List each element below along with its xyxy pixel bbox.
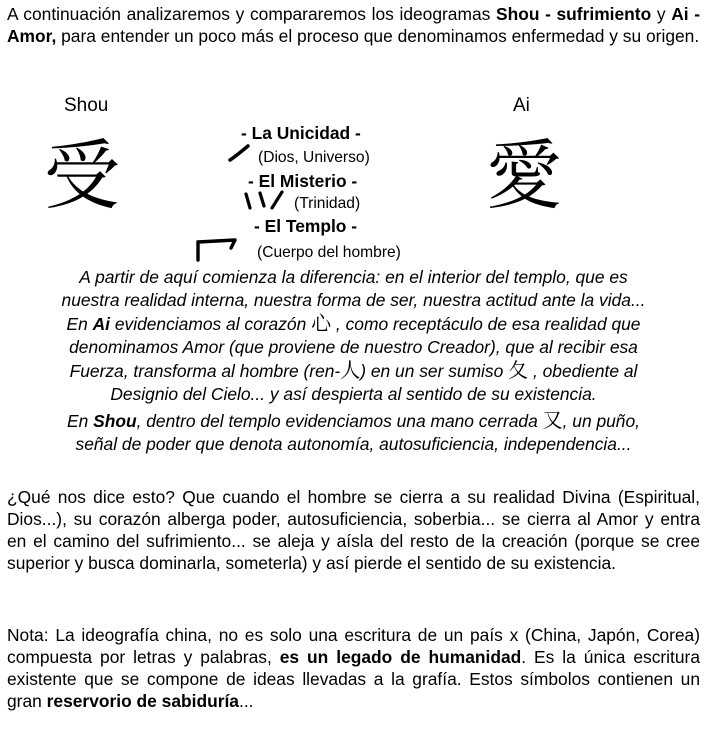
sumiso-radical-icon: 夂 [508,358,529,382]
shou-label: Shou [64,95,109,116]
reflection-paragraph: ¿Qué nos dice esto? Que cuando el hombre se cierra a su realidad Divina (Espiritual, Dios...), su corazón alberga poder, autosuficiencia, soberbia... se cierra al Amor y entra en el camino del sufrimiento... se aleja y aísla del resto de la creación (porque se cree superior y busca dominarla, someterla) y así pierde el sentido de su existencia. [7,487,700,573]
shou-ideogram: 受 [44,131,120,220]
ren-radical-icon: 人 [340,358,361,382]
heart-radical-icon: 心 [311,311,332,335]
hand-radical-icon: 又 [542,408,563,432]
templo-subtitle: (Cuerpo del hombre) [257,244,401,261]
misterio-heading: - El Misterio - [248,171,358,191]
misterio-strokes [240,190,290,214]
legado-term: es un legado de humanidad [279,647,522,667]
intro-paragraph: A continuación analizaremos y compararemos los ideogramas Shou - sufrimiento y Ai - Amor, para entender un poco más el proceso que denominamos enfermedad y su origen. [7,4,701,46]
note-paragraph: Nota: La ideografía china, no es solo una escritura de un país x (China, Japón, Corea) compuesta por letras y palabras, es un legado de humanidad. Es la única escritura existente que se compone de ideas llevadas a la grafía. Estos símbolos contienen un gran reservorio de sabiduría... [7,625,701,711]
sabiduria-term: reservorio de sabiduría [46,691,239,711]
shou-term: Shou - sufrimiento [495,4,652,24]
misterio-subtitle: (Trinidad) [294,195,361,212]
ai-term: Ai - Amor, [7,4,701,46]
templo-stroke [193,236,243,262]
templo-heading: - El Templo - [254,216,358,236]
unicidad-heading: - La Unicidad - [241,123,361,143]
ai-label: Ai [513,95,530,116]
ai-ideogram: 愛 [486,131,562,220]
unicidad-stroke [228,143,250,163]
unicidad-subtitle: (Dios, Universo) [258,149,370,166]
italic-explanation: A partir de aquí comienza la diferencia: en el interior del templo, que es nuestra realidad interna, nuestra forma de ser, nuestra actitud ante la vida... En Ai evidenciamos al corazón 心 , como receptáculo de esa realidad que denominamos Amor (que proviene de nuestro Creador), que al recibir esa Fuerza, transforma al hombre (ren-人) en un ser sumiso 夂 , obediente al Designio del Cielo... y así despierta al sentido de su existencia. En Shou, dentro del templo evidenciamos una mano cerrada 又, un puño, señal de poder que denota autonomía, autosuficiencia, independencia... [61,267,646,454]
